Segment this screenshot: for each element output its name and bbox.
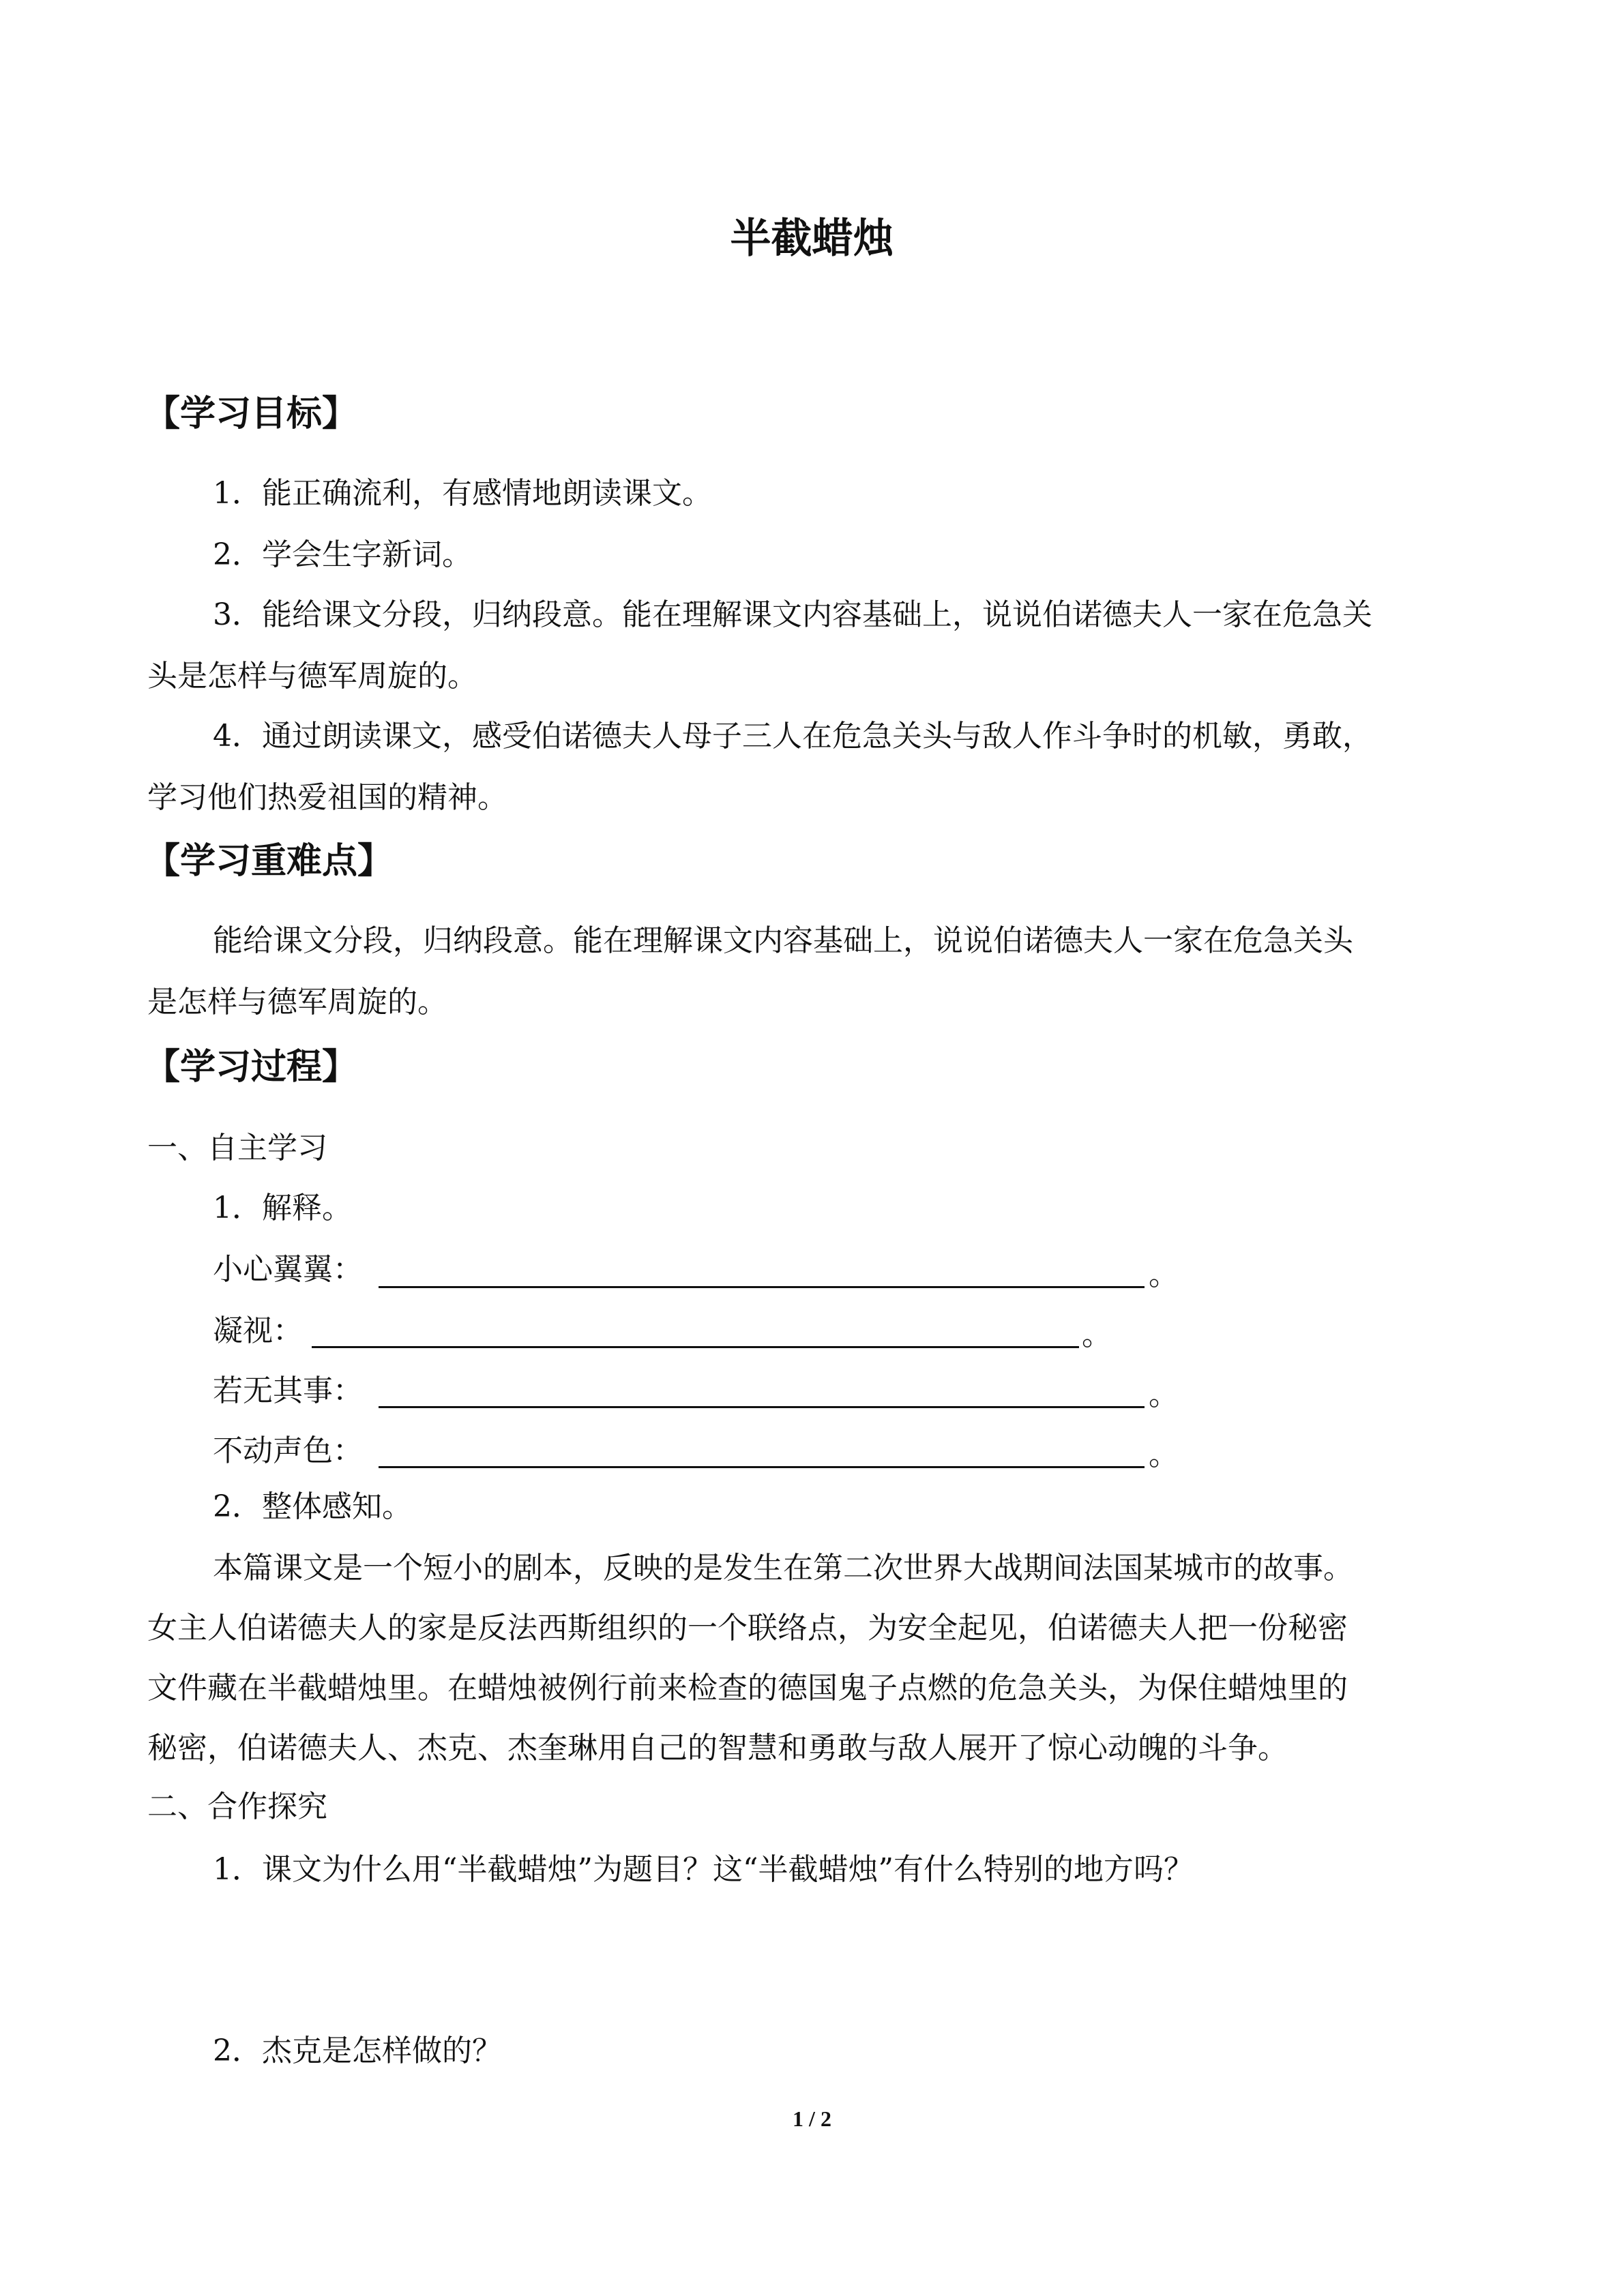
goal-1: 1．能正确流利，有感情地朗读课文。 xyxy=(213,476,712,511)
discussion-question-2: 2．杰克是怎样做的？ xyxy=(213,2033,502,2068)
question-2: 2．整体感知。 xyxy=(213,1489,412,1524)
discussion-question-1: 1．课文为什么用“半截蜡烛”为题目？这“半截蜡烛”有什么特别的地方吗？ xyxy=(213,1852,1194,1887)
term-3: 若无其事： xyxy=(213,1373,363,1408)
answer-blank-1[interactable] xyxy=(379,1286,1145,1288)
page-number: 1 / 2 xyxy=(793,2106,831,2131)
term-1: 小心翼翼： xyxy=(213,1252,363,1287)
goal-4-line-2: 学习他们热爱祖国的精神。 xyxy=(147,780,507,815)
term-4: 不动声色： xyxy=(213,1433,363,1468)
key-points-line-2: 是怎样与德军周旋的。 xyxy=(147,985,447,1019)
answer-blank-2[interactable] xyxy=(312,1346,1079,1348)
process-heading: 【学习过程】 xyxy=(145,1047,358,1088)
answer-blank-3[interactable] xyxy=(379,1406,1145,1408)
answer-blank-4[interactable] xyxy=(379,1466,1145,1468)
summary-line-2: 女主人伯诺德夫人的家是反法西斯组织的一个联络点，为安全起见，伯诺德夫人把一份秘密 xyxy=(147,1611,1348,1645)
question-1: 1．解释。 xyxy=(213,1191,352,1225)
summary-line-4: 秘密，伯诺德夫人、杰克、杰奎琳用自己的智慧和勇敢与敌人展开了惊心动魄的斗争。 xyxy=(147,1731,1288,1765)
period: 。 xyxy=(1149,1377,1179,1412)
summary-line-3: 文件藏在半截蜡烛里。在蜡烛被例行前来检查的德国鬼子点燃的危急关头，为保住蜡烛里的 xyxy=(147,1671,1348,1705)
goal-3-line-1: 3．能给课文分段，归纳段意。能在理解课文内容基础上，说说伯诺德夫人一家在危急关 xyxy=(213,597,1372,632)
page-title: 半截蜡烛 xyxy=(730,215,894,263)
goal-2: 2．学会生字新词。 xyxy=(213,537,472,572)
goals-heading: 【学习目标】 xyxy=(145,393,358,434)
key-points-line-1: 能给课文分段，归纳段意。能在理解课文内容基础上，说说伯诺德夫人一家在危急关头 xyxy=(213,923,1353,958)
period: 。 xyxy=(1082,1317,1112,1352)
goal-4-line-1: 4．通过朗读课文，感受伯诺德夫人母子三人在危急关头与敌人作斗争时的机敏，勇敢， xyxy=(213,719,1372,754)
period: 。 xyxy=(1149,1257,1179,1292)
summary-line-1: 本篇课文是一个短小的剧本，反映的是发生在第二次世界大战期间法国某城市的故事。 xyxy=(213,1551,1353,1585)
goal-3-line-2: 头是怎样与德军周旋的。 xyxy=(147,659,477,694)
term-2: 凝视： xyxy=(213,1313,303,1348)
part-1-heading: 一、自主学习 xyxy=(147,1131,327,1165)
part-2-heading: 二、合作探究 xyxy=(147,1789,327,1824)
period: 。 xyxy=(1149,1437,1179,1472)
key-points-heading: 【学习重难点】 xyxy=(145,841,394,882)
